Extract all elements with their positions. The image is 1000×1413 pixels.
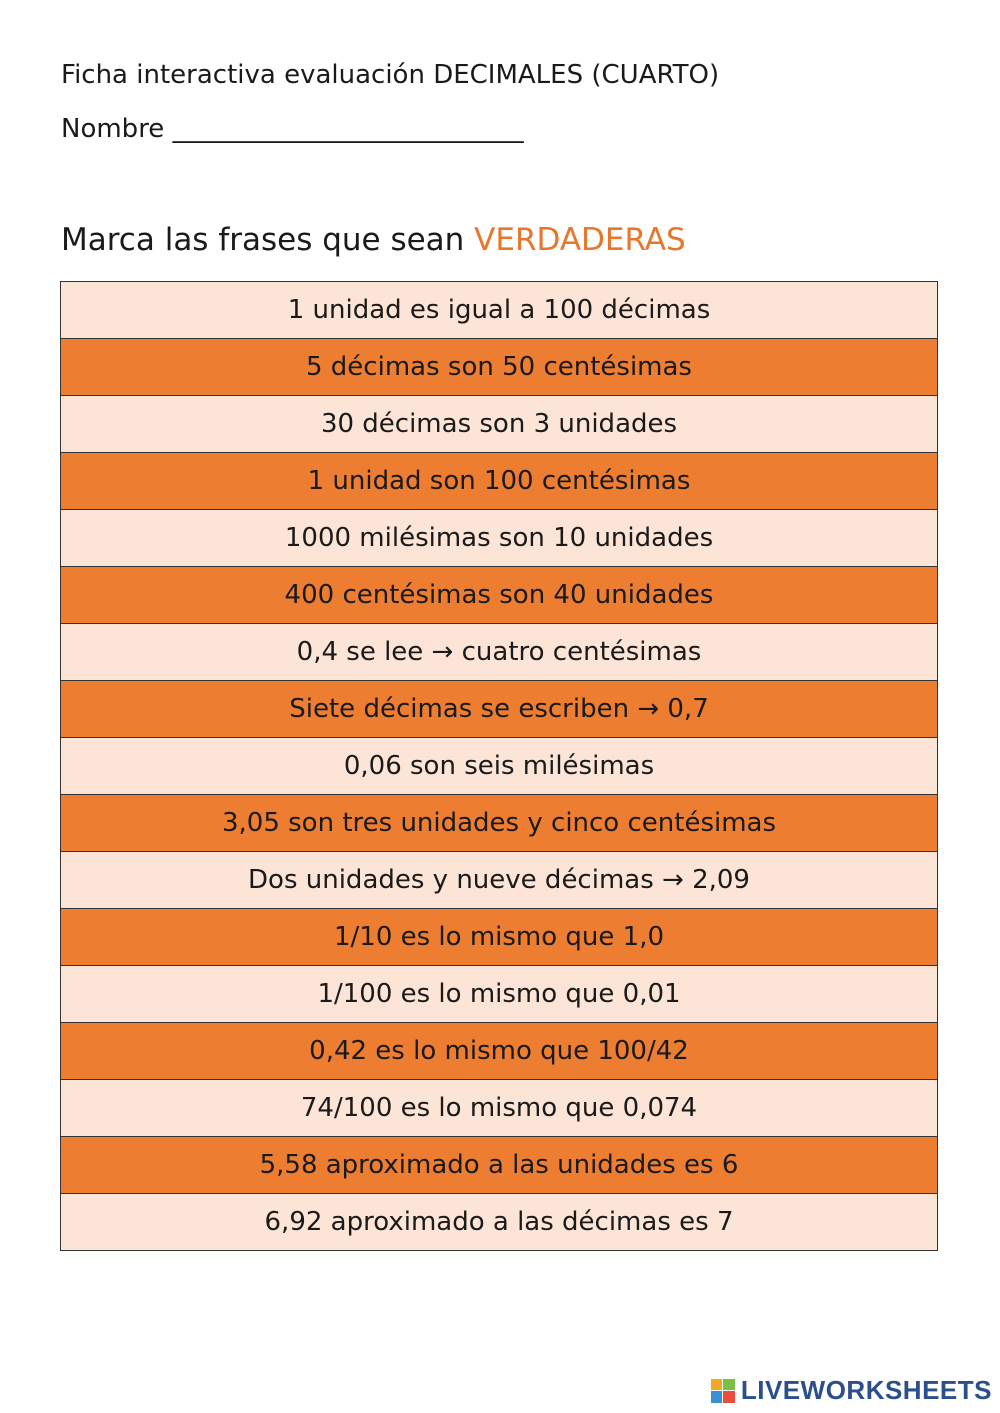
statement-row[interactable]: Siete décimas se escriben → 0,7 <box>61 681 937 738</box>
statement-row[interactable]: 30 décimas son 3 unidades <box>61 396 937 453</box>
statements-table <box>60 281 938 1251</box>
instruction-highlight: VERDADERAS <box>474 222 686 258</box>
statement-row[interactable]: 5 décimas son 50 centésimas <box>61 339 937 396</box>
statement-row[interactable]: 0,42 es lo mismo que 100/42 <box>61 1023 937 1080</box>
liveworksheets-brand <box>711 1375 992 1406</box>
statement-row[interactable]: 1 unidad son 100 centésimas <box>61 453 937 510</box>
worksheet-title: Ficha interactiva evaluación DECIMALES (CUARTO) <box>61 60 720 90</box>
statement-row[interactable]: 5,58 aproximado a las unidades es 6 <box>61 1137 937 1194</box>
statement-row[interactable]: 1/10 es lo mismo que 1,0 <box>61 909 937 966</box>
brand-text: LIVEWORKSHEETS <box>740 1375 992 1405</box>
statement-row[interactable]: 6,92 aproximado a las décimas es 7 <box>61 1194 937 1251</box>
statement-row[interactable]: Dos unidades y nueve décimas → 2,09 <box>61 852 937 909</box>
statement-row[interactable]: 74/100 es lo mismo que 0,074 <box>61 1080 937 1137</box>
statement-row[interactable]: 1000 milésimas son 10 unidades <box>61 510 937 567</box>
instruction-prefix: Marca las frases que sean <box>61 222 475 258</box>
statement-row[interactable]: 3,05 son tres unidades y cinco centésimas <box>61 795 937 852</box>
statement-row[interactable]: 400 centésimas son 40 unidades <box>61 567 937 624</box>
instruction-text <box>61 222 686 258</box>
statement-row[interactable]: 1 unidad es igual a 100 décimas <box>61 282 937 339</box>
statement-row[interactable]: 1/100 es lo mismo que 0,01 <box>61 966 937 1023</box>
statement-row[interactable]: 0,4 se lee → cuatro centésimas <box>61 624 937 681</box>
statement-row[interactable]: 0,06 son seis milésimas <box>61 738 937 795</box>
name-field-line: Nombre ___________________________ <box>61 114 524 144</box>
liveworksheets-logo-icon <box>711 1379 735 1403</box>
